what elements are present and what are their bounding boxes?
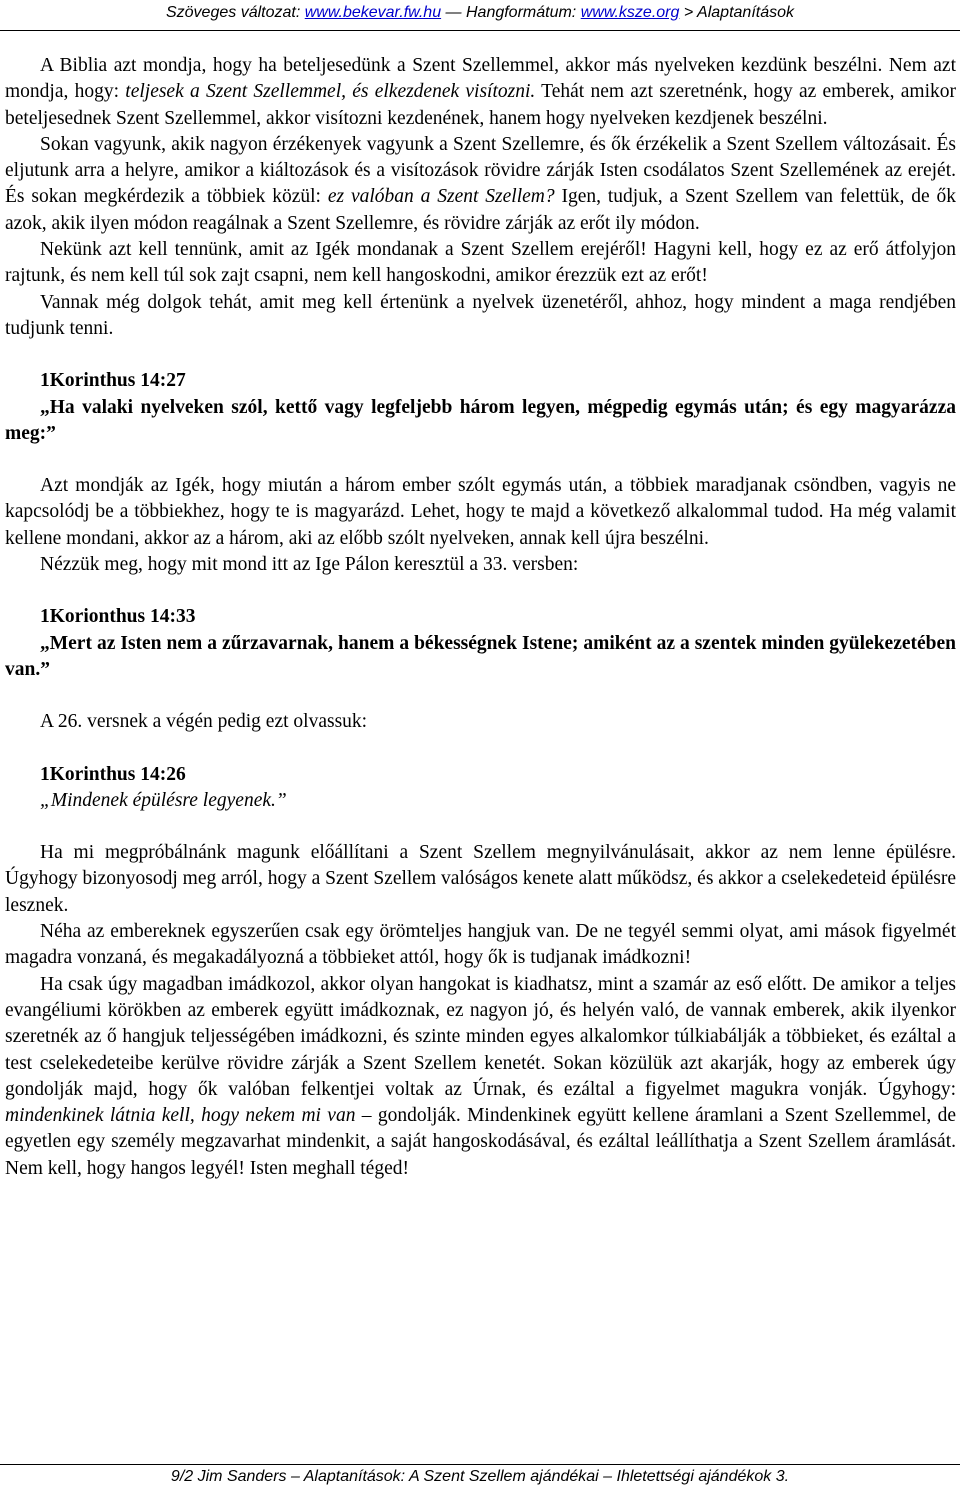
scripture-verse-3: „Mindenek épülésre legyenek.”	[40, 789, 287, 811]
paragraph-3: Nekünk azt kell tennünk, amit az Igék mondanak a Szent Szellem erejéről! Hagyni kell, hogy ez az erő átfolyjon rajtunk, és nem kell túl sok zajt csapni, nem kell hangoskodni, amikor érezzük ezt az erőt!	[5, 239, 956, 287]
spacer	[5, 814, 956, 840]
spacer	[5, 342, 956, 368]
paragraph-1-italic: teljesek a Szent Szellemmel, és elkezdenek visítozni.	[125, 81, 536, 103]
paragraph-9: Néha az embereknek egyszerűen csak egy örömteljes hangjuk van. De ne tegyél semmi olyat, ami mások figyelmét magadra vonzaná, és megakadályozná a többieket attól, hogy ők is tudjanak imádkozni!	[5, 921, 956, 969]
paragraph-7: A 26. versnek a végén pedig ezt olvassuk:	[40, 711, 368, 733]
header-divider	[0, 30, 960, 31]
header-prefix: Szöveges változat:	[165, 4, 305, 21]
paragraph-1	[5, 53, 956, 132]
paragraph-8: Ha mi megpróbálnánk magunk előállítani a Szent Szellem megnyilvánulásait, akkor az nem lenne épülésre. Úgyhogy bizonyosodj meg arról, hogy a Szent Szellem valóságos kenete alatt működsz, és akkor a cselekedeteid épülésre lesznek.	[5, 842, 956, 916]
paragraph-2-italic: ez valóban a Szent Szellem?	[327, 186, 555, 208]
paragraph-10-text-b: – gondolják. Mindenkinek együtt kellene áramlani a Szent Szellemmel, de egyetlen egy személy megzavarhat mindenkit, a saját hangoskodásával, és ezáltal leállíthatja a Szent Szellem áramlását. Nem kell, hogy hangos legyél! Isten meghall téged!	[5, 1105, 956, 1179]
spacer	[5, 447, 956, 473]
scripture-reference-1: 1Korinthus 14:27	[40, 370, 186, 392]
document-body	[5, 53, 956, 1182]
scripture-verse-2: „Mert az Isten nem a zűrzavarnak, hanem a békességnek Istene; amiként az a szentek minden gyülekezetében van.”	[5, 632, 956, 680]
paragraph-10-italic: mindenkinek látnia kell, hogy nekem mi van	[5, 1105, 356, 1127]
scripture-reference-3: 1Korinthus 14:26	[40, 763, 186, 785]
header-link-ksze[interactable]: www.ksze.org	[580, 4, 680, 21]
header-suffix: > Alaptanítások	[679, 4, 794, 21]
paragraph-4: Vannak még dolgok tehát, amit meg kell értenünk a nyelvek üzenetéről, ahhoz, hogy mindent a maga rendjében tudjunk tenni.	[5, 291, 956, 339]
paragraph-1-text-b: Tehát nem azt szeretnénk, hogy az emberek, amikor beteljesednek Szent Szellemmel, akkor visítozni kezdenének, hanem hogy nyelveken kezdjenek beszélni.	[5, 81, 956, 129]
paragraph-10	[5, 972, 956, 1182]
spacer	[5, 578, 956, 604]
header-link-bekevar[interactable]: www.bekevar.fw.hu	[304, 4, 442, 21]
page-header	[0, 0, 960, 30]
footer-divider	[0, 1464, 960, 1465]
paragraph-10-text-a: Ha csak úgy magadban imádkozol, akkor olyan hangokat is kiadhatsz, mint a szamár az eső előtt. De amikor a teljes evangéliumi körökben az emberek együtt imádkoznak, ez nagyon jó, és helyén való, de vannak emberek, akik ilyenkor szeretnék az ő hangjuk teljességében imádkozni, és szinte minden egyes alkalomkor túlkiabálják a többieket, és ezáltal a test cselekedeteibe kerülve rövidre zárják a Szent Szellem kenetét. Sokan közülük azt akarják, hogy az emberek úgy gondolják majd, hogy ők valóban felkentjei voltak az Úrnak, és ezáltal a figyelmet magukra vonják. Úgyhogy:	[5, 973, 956, 1100]
scripture-verse-1: „Ha valaki nyelveken szól, kettő vagy legfeljebb három legyen, mégpedig egymás után; és egy magyarázza meg:”	[5, 396, 956, 444]
spacer	[5, 683, 956, 709]
paragraph-2-text-a: Sokan vagyunk, akik nagyon érzékenyek vagyunk a Szent Szellemre, és ők érzékelik a Szent Szellem változásait. És eljutunk arra a helyre, amikor a kiáltozások és a visítozások rövidre zárják Isten csodálatos Szent Szellemének az erejét. És sokan megkérdezik a többiek közül:	[5, 133, 956, 208]
paragraph-6: Nézzük meg, hogy mit mond itt az Ige Pálon keresztül a 33. versben:	[40, 554, 579, 576]
page-footer: 9/2 Jim Sanders – Alaptanítások: A Szent Szellem ajándékai – Ihletettségi ajándékok 3.	[170, 1468, 790, 1485]
scripture-reference-2: 1Korionthus 14:33	[40, 606, 196, 628]
spacer	[5, 736, 956, 762]
paragraph-5: Azt mondják az Igék, hogy miután a három ember szólt egymás után, a többiek maradjanak csöndben, vagyis ne kapcsolódj be a többiekhez, hogy te is magyarázd. Lehet, hogy te majd a következő alkalommal tudod. Ha még valamit kellene mondani, akkor az a három, aki az előbb szólt nyelveken, annak kell újra beszélni.	[5, 475, 956, 549]
paragraph-2-text-b: Igen, tudjuk, a Szent Szellem van felettük, de ők azok, akik ilyen módon reagálnak a Szent Szellemre, és rövidre zárják az erőt ily módon.	[5, 186, 956, 234]
paragraph-1-text-a: A Biblia azt mondja, hogy ha beteljesedünk a Szent Szellemmel, akkor más nyelveken kezdünk beszélni. Nem azt mondja, hogy:	[5, 55, 956, 103]
header-middle: — Hangformátum:	[441, 4, 581, 21]
paragraph-2	[5, 132, 956, 237]
